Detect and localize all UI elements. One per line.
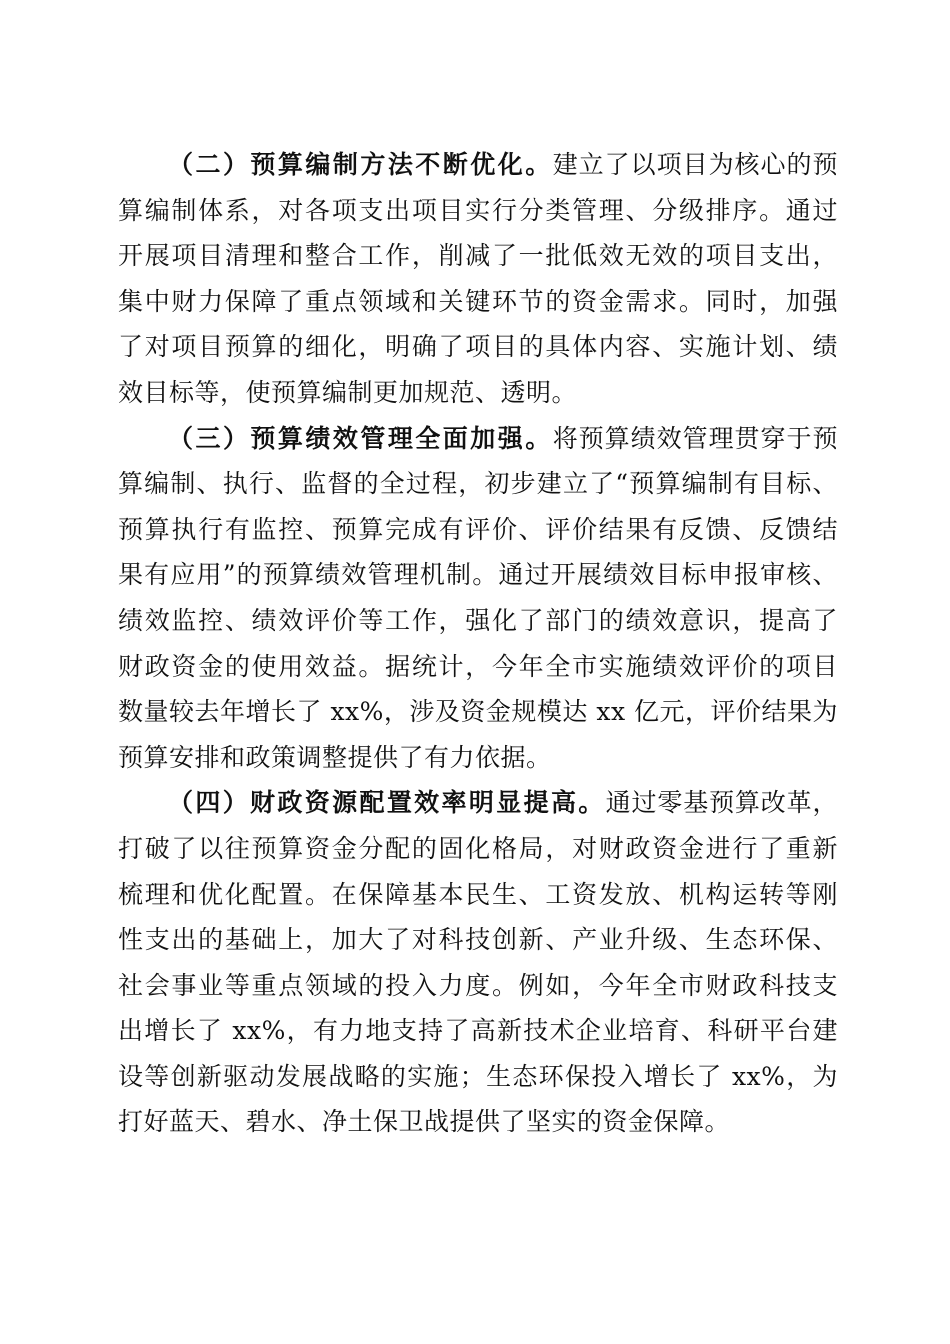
paragraph-4-line-7: 设等创新驱动发展战略的实施；生态环保投入增长了 xx%，为 [118, 1061, 838, 1091]
paragraph-3-line-3: 预算执行有监控、预算完成有评价、评价结果有反馈、反馈结 [118, 514, 838, 544]
paragraph-3-text: 将预算绩效管理贯穿于预 [552, 423, 838, 453]
paragraph-2-line-4: 集中财力保障了重点领域和关键环节的资金需求。同时，加强 [118, 286, 838, 316]
paragraph-3-line-1 [118, 416, 838, 462]
paragraph-3-line-2: 算编制、执行、监督的全过程，初步建立了“预算编制有目标、 [118, 469, 838, 499]
paragraph-2-line-5: 了对项目预算的细化，明确了项目的具体内容、实施计划、绩 [118, 332, 838, 362]
paragraph-4-line-5: 社会事业等重点领域的投入力度。例如，今年全市财政科技支 [118, 970, 838, 1000]
paragraph-4-text: 通过零基预算改革， [605, 788, 838, 818]
document-body [118, 142, 838, 1145]
paragraph-4-line-2: 打破了以往预算资金分配的固化格局，对财政资金进行了重新 [118, 833, 838, 863]
paragraph-2-line-3: 开展项目清理和整合工作，削减了一批低效无效的项目支出， [118, 241, 838, 271]
paragraph-3-line-5: 绩效监控、绩效评价等工作，强化了部门的绩效意识，提高了 [118, 605, 838, 635]
paragraph-4-line-3: 梳理和优化配置。在保障基本民生、工资发放、机构运转等刚 [118, 879, 838, 909]
paragraph-4-line-1 [118, 780, 838, 826]
paragraph-4-line-4: 性支出的基础上，加大了对科技创新、产业升级、生态环保、 [118, 925, 838, 955]
paragraph-4-line-6: 出增长了 xx%，有力地支持了高新技术企业培育、科研平台建 [118, 1016, 838, 1046]
paragraph-4-line-8: 打好蓝天、碧水、净土保卫战提供了坚实的资金保障。 [118, 1107, 731, 1137]
paragraph-4-heading: （四）财政资源配置效率明显提高。 [168, 788, 606, 818]
paragraph-2-text: 建立了以项目为核心的预 [552, 150, 838, 179]
paragraph-3-line-4: 果有应用”的预算绩效管理机制。通过开展绩效目标申报审核、 [118, 560, 838, 590]
paragraph-3-line-8: 预算安排和政策调整提供了有力依据。 [118, 742, 552, 772]
paragraph-3-line-6: 财政资金的使用效益。据统计，今年全市实施绩效评价的项目 [118, 651, 838, 681]
paragraph-2-line-1 [118, 142, 838, 188]
paragraph-3-heading: （三）预算绩效管理全面加强。 [168, 423, 553, 453]
paragraph-2-line-2: 算编制体系，对各项支出项目实行分类管理、分级排序。通过 [118, 195, 838, 225]
paragraph-2-heading: （二）预算编制方法不断优化。 [168, 150, 553, 179]
paragraph-2-line-6: 效目标等，使预算编制更加规范、透明。 [118, 377, 578, 407]
paragraph-3-line-7: 数量较去年增长了 xx%，涉及资金规模达 xx 亿元，评价结果为 [118, 697, 838, 727]
